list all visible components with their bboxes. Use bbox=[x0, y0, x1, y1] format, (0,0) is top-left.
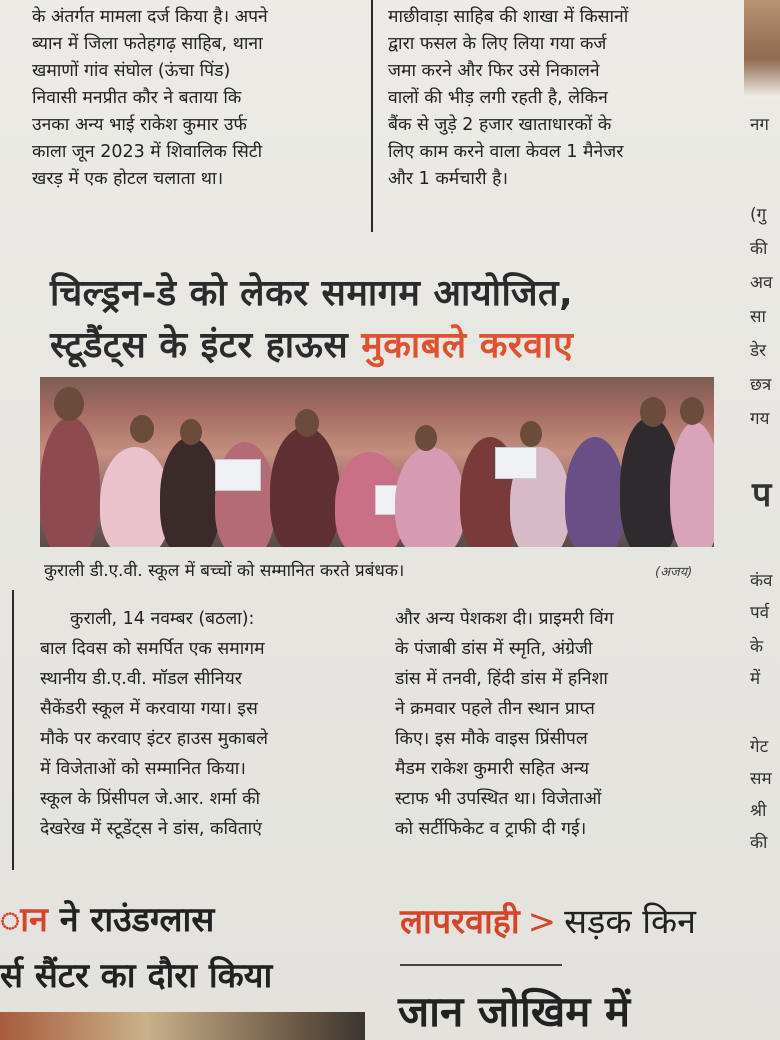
photo-figure bbox=[395, 447, 465, 547]
bottom-right-headline-2: जान जोखिम में bbox=[398, 987, 631, 1036]
text-line: में विजेताओं को सम्मानित किया। bbox=[40, 759, 246, 779]
text-fragment: पर्व bbox=[750, 603, 770, 623]
photo-figure bbox=[160, 437, 220, 547]
category-tag: लापरवाही bbox=[400, 902, 520, 942]
bottom-left-text: ने राउंडग्लास bbox=[47, 900, 215, 940]
photo-figure bbox=[215, 442, 275, 547]
headline-main-text: स्टूडैंट्स के इंटर हाऊस bbox=[50, 325, 362, 366]
top-left-column bbox=[32, 4, 364, 193]
text-fragment: गेट bbox=[750, 737, 769, 757]
photo-figure bbox=[640, 397, 666, 427]
text-line: स्टाफ भी उपस्थित था। विजेताओं bbox=[395, 789, 602, 809]
photo-figure bbox=[40, 417, 100, 547]
photo-caption: कुराली डी.ए.वी. स्कूल में बच्चों को सम्मानित करते प्रबंधक। bbox=[44, 561, 405, 581]
text-line: लिए काम करने वाला केवल 1 मैनेजर bbox=[388, 142, 624, 162]
text-fragment: में bbox=[750, 669, 761, 689]
text-line: मैडम राकेश कुमारी सहित अन्य bbox=[395, 759, 590, 779]
adjacent-column-fragments bbox=[746, 0, 780, 1040]
text-line: निवासी मनप्रीत कौर ने बताया कि bbox=[32, 88, 242, 108]
tag-arrow: > bbox=[527, 902, 557, 942]
bottom-right-headline-1 bbox=[400, 902, 696, 942]
photo-figure bbox=[680, 397, 704, 425]
text-fragment: कंव bbox=[750, 571, 773, 591]
text-fragment: श्री bbox=[750, 801, 767, 821]
photo-certificate bbox=[215, 459, 261, 491]
text-line: किए। इस मौके वाइस प्रिंसीपल bbox=[395, 729, 588, 749]
text-line: ने क्रमवार पहले तीन स्थान प्राप्त bbox=[395, 699, 595, 719]
text-line: के अंतर्गत मामला दर्ज किया है। अपने bbox=[32, 7, 268, 27]
photo-figure bbox=[565, 437, 625, 547]
text-fragment: (गु bbox=[750, 205, 767, 225]
photo-figure bbox=[54, 387, 84, 421]
text-line: काला जून 2023 में शिवालिक सिटी bbox=[32, 142, 263, 162]
text-fragment: की bbox=[750, 833, 768, 853]
text-line: ब्यान में जिला फतेहगढ़ साहिब, थाना bbox=[32, 34, 263, 54]
headline-line-1: चिल्ड्रन-डे को लेकर समागम आयोजित, bbox=[50, 273, 574, 314]
body-left-column bbox=[40, 604, 370, 844]
text-fragment: की bbox=[750, 239, 768, 259]
text-line: खमाणों गांव संघोल (ऊंचा पिंड) bbox=[32, 61, 231, 81]
text-line: और अन्य पेशकश दी। प्राइमरी विंग bbox=[395, 609, 614, 629]
text-line: स्थानीय डी.ए.वी. मॉडल सीनियर bbox=[40, 669, 242, 689]
text-fragment: डेर bbox=[750, 341, 767, 361]
photo-figure bbox=[270, 427, 340, 547]
text-fragment: छत्र bbox=[750, 375, 772, 395]
photo-certificate bbox=[495, 447, 537, 479]
text-line: जमा करने और फिर उसे निकालने bbox=[388, 61, 600, 81]
text-line: को सर्टीफिकेट व ट्राफी दी गई। bbox=[395, 819, 587, 839]
left-margin-rule bbox=[12, 590, 14, 870]
text-line: सैकेंडरी स्कूल में करवाया गया। इस bbox=[40, 699, 258, 719]
photo-figure bbox=[130, 415, 154, 443]
bottom-right-text: सड़क किन bbox=[564, 902, 697, 942]
bottom-left-headline-1 bbox=[0, 900, 214, 940]
text-line: माछीवाड़ा साहिब की शाखा में किसानों bbox=[388, 7, 629, 27]
text-fragment: सम bbox=[750, 769, 772, 789]
photo-figure bbox=[180, 419, 202, 445]
body-right-column bbox=[395, 604, 725, 844]
photo-credit: (अजय) bbox=[655, 565, 693, 580]
headline-line-2 bbox=[50, 324, 573, 368]
text-line: वालों की भीड़ लगी रहती है, लेकिन bbox=[388, 88, 608, 108]
text-line: डांस में तनवी, हिंदी डांस में हनिशा bbox=[395, 669, 608, 689]
text-fragment: के bbox=[750, 637, 764, 657]
group-photo bbox=[40, 377, 714, 547]
bottom-left-headline-2: र्स सैंटर का दौरा किया bbox=[0, 956, 273, 996]
top-right-column bbox=[388, 4, 718, 193]
text-line: द्वारा फसल के लिए लिया गया कर्ज bbox=[388, 34, 607, 54]
text-line: बाल दिवस को समर्पित एक समागम bbox=[40, 639, 265, 659]
text-line: और 1 कर्मचारी है। bbox=[388, 169, 509, 189]
photo-figure bbox=[295, 409, 319, 437]
photo-figure bbox=[670, 422, 714, 547]
dateline: कुराली, 14 नवम्बर (बठला): bbox=[70, 609, 255, 629]
text-line: के पंजाबी डांस में स्मृति, अंग्रेजी bbox=[395, 639, 593, 659]
text-fragment: गय bbox=[750, 409, 770, 429]
text-line: खरड़ में एक होटल चलाता था। bbox=[32, 169, 224, 189]
headline-underline bbox=[400, 964, 562, 966]
bottom-left-red-text: ान bbox=[0, 900, 48, 940]
text-fragment: सा bbox=[750, 307, 766, 327]
column-divider bbox=[371, 0, 373, 232]
text-line: उनका अन्य भाई राकेश कुमार उर्फ bbox=[32, 115, 247, 135]
photo-figure bbox=[415, 425, 437, 451]
text-line: देखरेख में स्टूडेंट्स ने डांस, कविताएं bbox=[40, 819, 262, 839]
text-fragment: नग bbox=[750, 115, 770, 135]
bottom-photo bbox=[0, 1012, 365, 1040]
text-line: बैंक से जुड़े 2 हजार खाताधारकों के bbox=[388, 115, 612, 135]
text-line: मौके पर करवाए इंटर हाउस मुकाबले bbox=[40, 729, 268, 749]
headline-accent-text: मुकाबले करवाए bbox=[361, 325, 574, 366]
photo-figure bbox=[520, 421, 542, 447]
text-fragment: अव bbox=[750, 273, 773, 293]
text-line: स्कूल के प्रिंसीपल जे.आर. शर्मा की bbox=[40, 789, 261, 809]
text-fragment: प bbox=[752, 475, 772, 515]
